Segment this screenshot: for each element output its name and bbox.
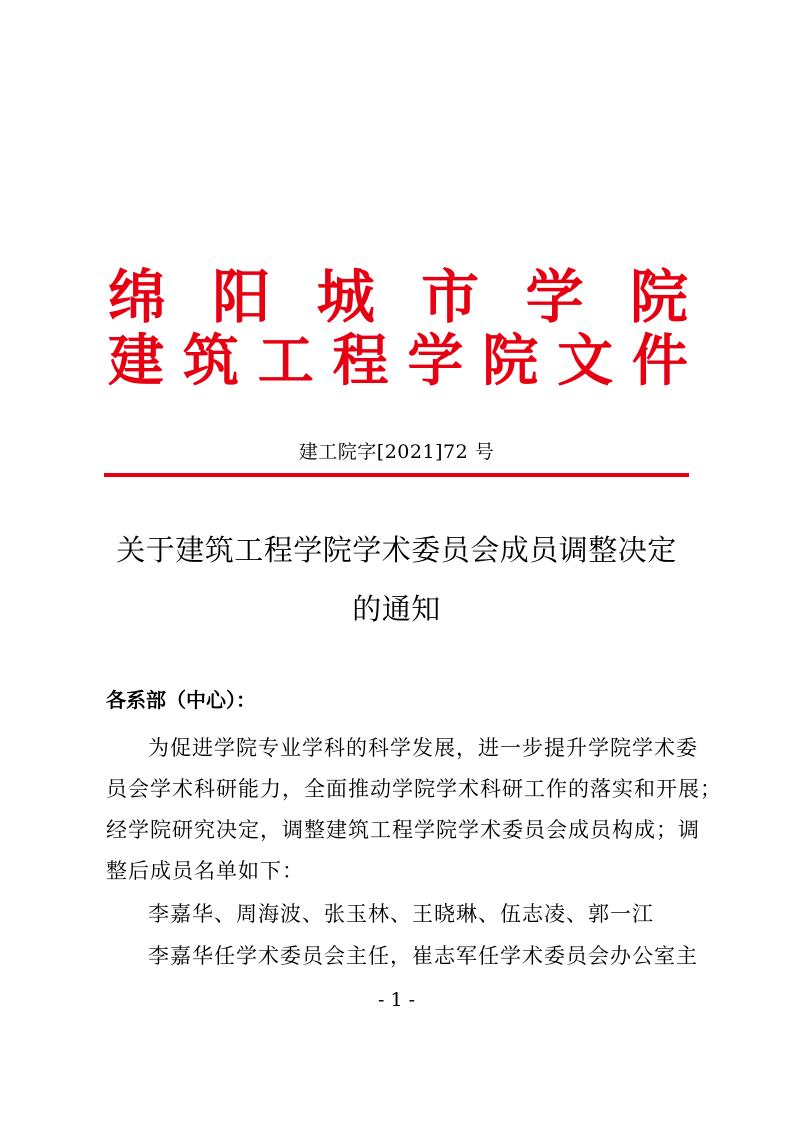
red-divider-rule [104, 473, 689, 477]
document-title-line-2: 的通知 [352, 592, 441, 626]
letterhead-char: 学 [525, 263, 584, 331]
body-paragraph-line: 整后成员名单如下： [106, 859, 304, 883]
letterhead-char: 绵 [108, 263, 167, 331]
letterhead-char: 市 [421, 263, 480, 331]
letterhead-char: 件 [631, 329, 688, 394]
page-number: - 1 - [377, 989, 415, 1011]
letterhead-char: 院 [482, 329, 539, 394]
letterhead-char: 筑 [182, 329, 239, 394]
letterhead-char: 阳 [212, 263, 271, 331]
body-paragraph-line: 经学院研究决定，调整建筑工程学院学术委员会成员构成；调 [106, 818, 700, 842]
letterhead-char: 城 [316, 263, 375, 331]
letterhead-line-2 [108, 329, 688, 394]
letterhead-char: 院 [629, 263, 688, 331]
letterhead-char: 学 [407, 329, 464, 394]
document-title-line-1: 关于建筑工程学院学术委员会成员调整决定 [116, 533, 677, 567]
letterhead-char: 工 [257, 329, 314, 394]
body-paragraph-line: 员会学术科研能力，全面推动学院学术科研工作的落实和开展； [106, 777, 722, 801]
member-list: 李嘉华、周海波、张玉林、王晓琳、伍志凌、郭一江 [148, 902, 654, 926]
addressee: 各系部（中心）： [106, 688, 256, 712]
letterhead-char: 程 [332, 329, 389, 394]
letterhead-line-1 [108, 263, 688, 331]
body-paragraph-line: 为促进学院专业学科的科学发展，进一步提升学院学术委 [148, 736, 698, 760]
letterhead-char: 文 [557, 329, 614, 394]
body-paragraph-line: 李嘉华任学术委员会主任，崔志军任学术委员会办公室主 [148, 944, 698, 968]
letterhead-char: 建 [108, 329, 164, 394]
document-number: 建工院字[2021]72 号 [298, 441, 495, 463]
